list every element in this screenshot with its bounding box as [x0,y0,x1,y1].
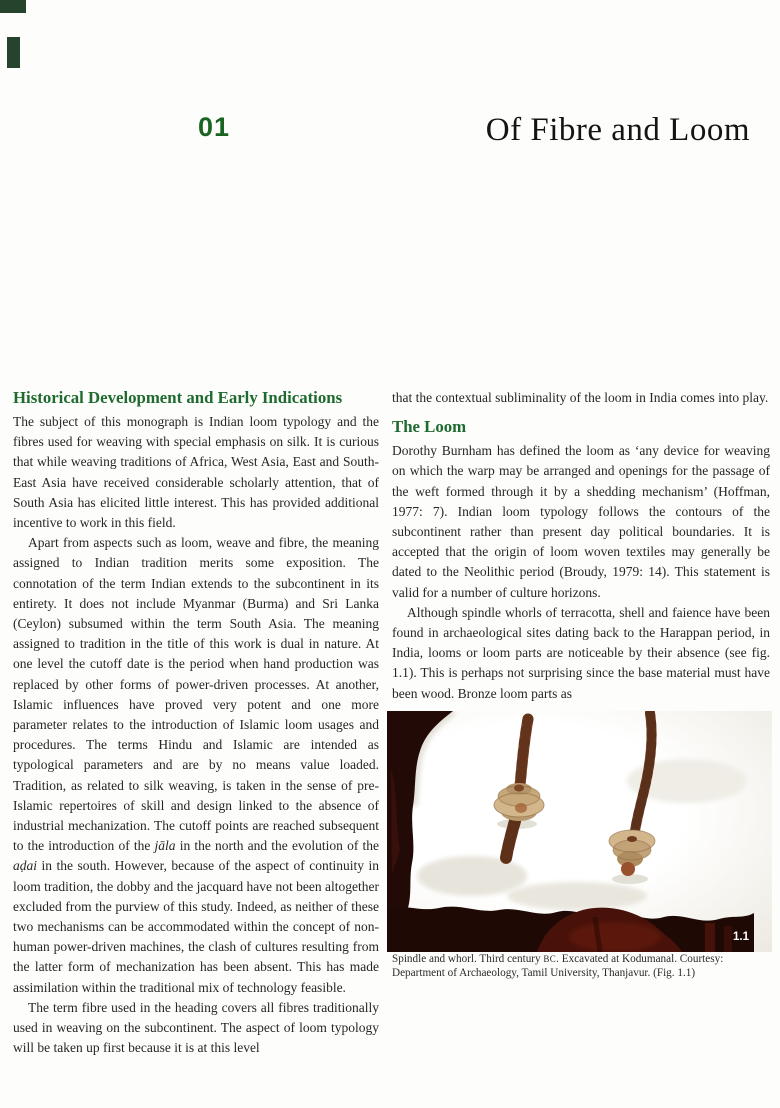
text-segment: in the south. However, because of the aspect of continuity in loom tradition, the dobby and the jacquard have not been altogether excluded from the purview of this study. Indeed, as neither of these two mechanisms can be accommodated within the concept of non-human power-driven machines, the clash of cultures resulting from the latter form of mechanization has been absent. This has made assimilation within the traditional mix of technology feasible. [13,858,379,995]
text-segment: Apart from aspects such as loom, weave and fibre, the meaning assigned to Indian tradition merits some exposition. The connotation of the term Indian extends to the subcontinent in its entirety. It does not include Myanmar (Burma) and Sri Lanka (Ceylon) subsumed within the term South Asia. The meaning assigned to tradition in the title of this work is dual in nature. At one level the cutoff date is the period when hand production was replaced by other forms of power-driven processes. At another, Islamic influences have proved very potent and one more parameter relates to the introduction of Islamic loom usages and procedures. The terms Hindu and Islamic are intended as typological parameters and are by no means value loaded. Tradition, as related to silk weaving, is taken in the sense of pre-Islamic repertoires of skill and design linked to the absence of industrial mechanization. The cutoff points are reached subsequent to the introduction of the [13,535,379,854]
section-heading-historical: Historical Development and Early Indications [13,388,343,407]
whorl-left [494,783,544,821]
right-column [392,388,770,980]
photo-dark-bottom-strip [387,907,754,952]
text-segment: . Excavated at Kodumanal. Courtesy: Department of Archaeology, Tamil University, Thanjavur. (Fig. 1.1) [392,952,724,979]
text-segment: BC [543,953,557,964]
paragraph-continuation: that the contextual subliminality of the loom in India comes into play. [392,390,769,405]
paragraph: The term fibre used in the heading covers all fibres traditionally used in weaving on the subcontinent. The aspect of loom typology will be taken up first because it is at this level [13,999,379,1056]
figure-caption [392,952,770,980]
text-segment: aḍai [13,858,38,874]
paragraph: The subject of this monograph is Indian loom typology and the fibres used for weaving with special emphasis on silk. It is curious that while weaving traditions of Africa, West Asia, East and South-East Asia have received considerable scholarly attention, that of South Asia has elicited little interest. This has provided additional incentive to work in this field. [13,414,379,531]
spindle-and-whorl-illustration [387,711,772,952]
scan-edge-artifact-left [7,37,20,68]
figure-photo-spindle-and-whorl [387,711,772,952]
cloth-shading [413,711,747,910]
text-segment: jāla [154,838,176,854]
spindle-right [609,713,655,884]
figure-number-label: 1.1 [733,930,749,943]
text-segment: in the north and the evolution of the [175,838,379,854]
text-segment: Spindle and whorl. Third century [392,952,544,965]
paragraph [13,533,379,998]
chapter-number: 01 [198,112,231,142]
scan-edge-artifact-top [0,0,26,13]
section-heading-the-loom: The Loom [392,417,467,437]
whorl-right [609,830,655,876]
spindle-left [494,719,544,858]
paragraph: Although spindle whorls of terracotta, shell and faience have been found in archaeological sites dating back to the Harappan period, in India, looms or loom parts are noticeable by their absence (see fig. 1.1). This is perhaps not surprising since the base material must have been wood. Bronze loom parts as [392,604,770,701]
page-title: Of Fibre and Loom [485,112,750,148]
paragraph: Dorothy Burnham has defined the loom as ‘any device for weaving on which the warp may be arranged and openings for the passage of the weft formed through it by a shedding mechanism’ (Hoffman, 1977: 7). Indian loom typology follows the contours of the subcontinent rather than present day political boundaries. It is accepted that the origin of loom woven textiles may generally be dated to the Neolithic period (Broudy, 1979: 14). This statement is valid for a number of culture horizons. [392,443,770,600]
left-column [13,388,379,1059]
